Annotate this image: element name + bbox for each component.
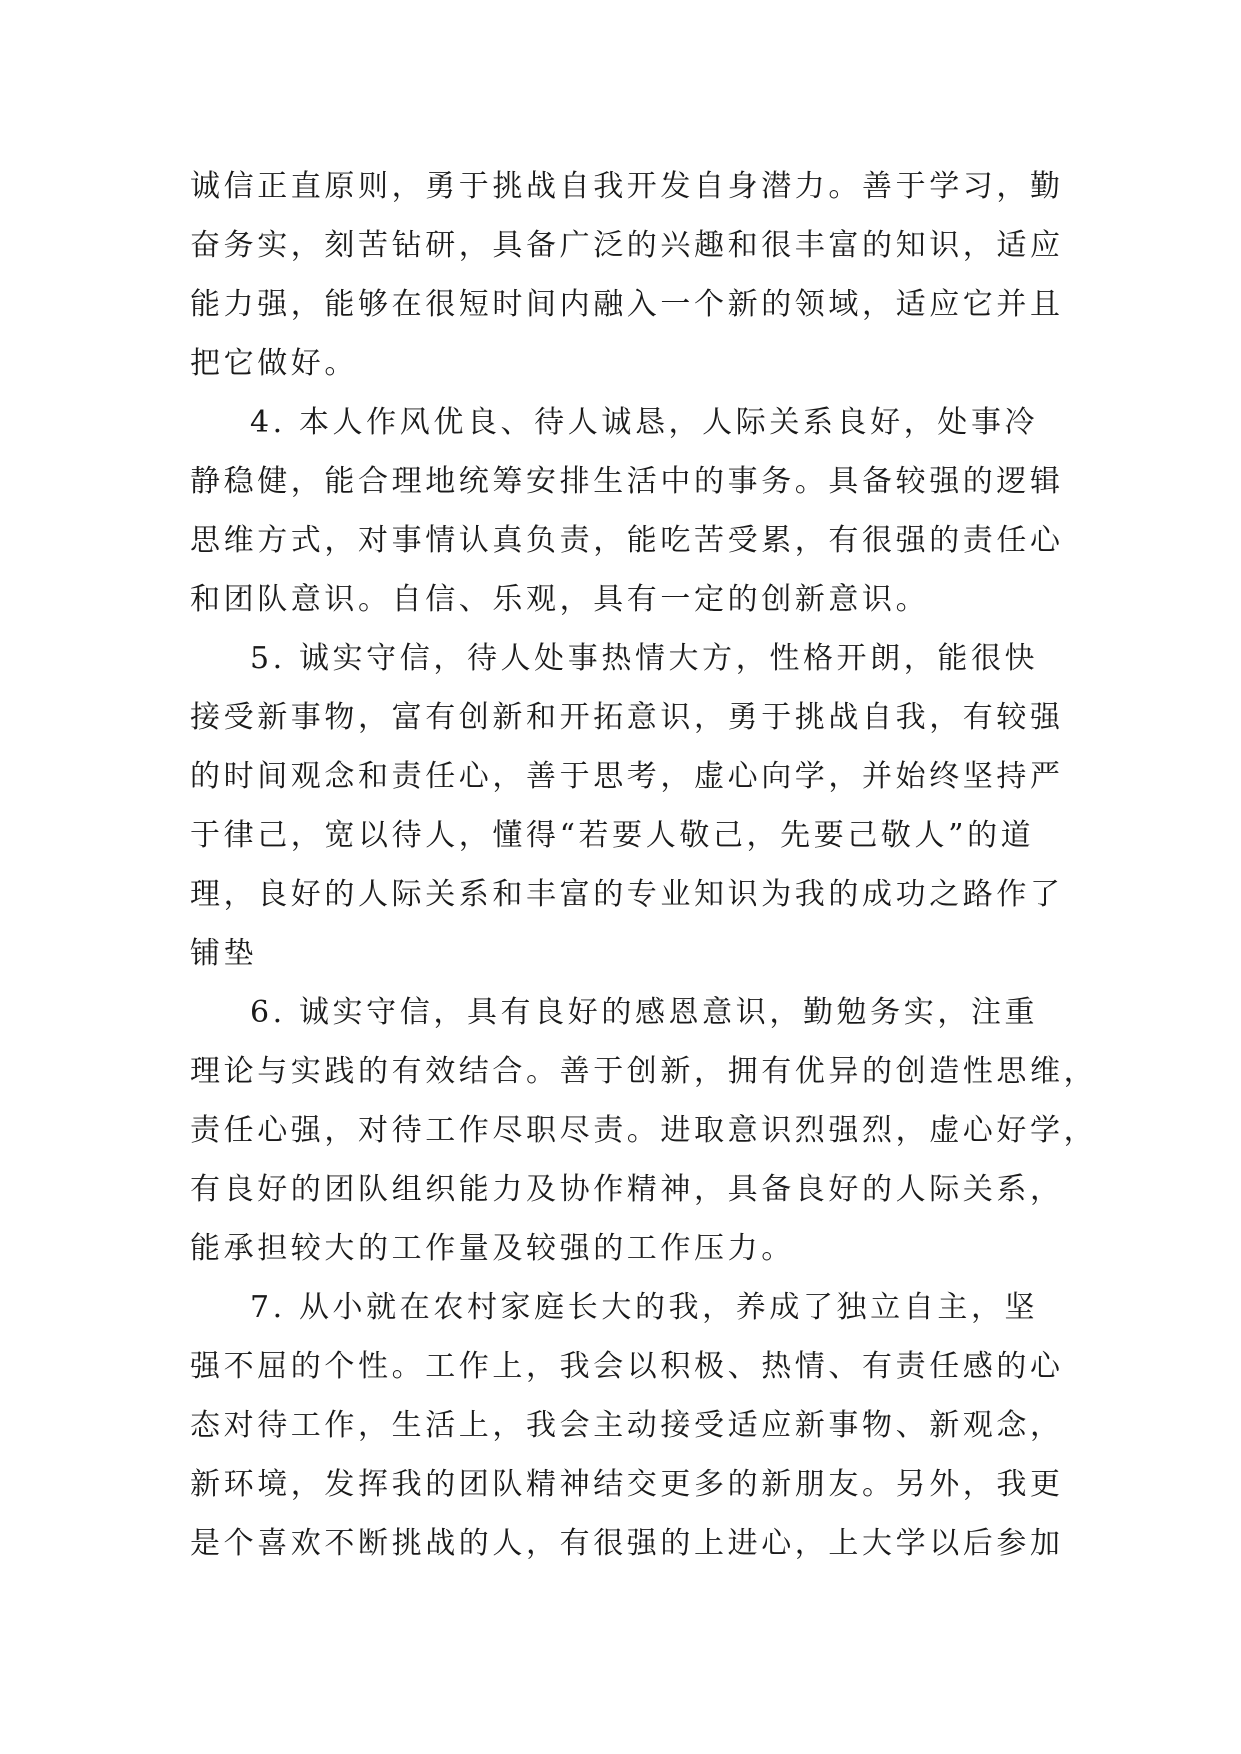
text-line: 强不屈的个性。工作上，我会以积极、热情、有责任感的心 xyxy=(190,1349,1064,1384)
text-line: 有良好的团队组织能力及协作精神，具备良好的人际关系， xyxy=(190,1172,1064,1207)
paragraph-5 xyxy=(190,629,1064,983)
text-line: 6. 诚实守信，具有良好的感恩意识，勤勉务实，注重 xyxy=(250,995,1039,1030)
text-line: 把它做好。 xyxy=(190,346,358,381)
text-line: 接受新事物，富有创新和开拓意识，勇于挑战自我，有较强 xyxy=(190,700,1064,735)
paragraph-6 xyxy=(190,983,1098,1278)
text-line: 能力强，能够在很短时间内融入一个新的领域，适应它并且 xyxy=(190,287,1064,322)
text-line: 5. 诚实守信，待人处事热情大方，性格开朗，能很快 xyxy=(250,641,1039,676)
text-line: 思维方式，对事情认真负责，能吃苦受累，有很强的责任心 xyxy=(190,523,1064,558)
text-line: 静稳健，能合理地统筹安排生活中的事务。具备较强的逻辑 xyxy=(190,464,1064,499)
document-body xyxy=(190,157,1098,1573)
text-line: 于律己，宽以待人，懂得“若要人敬己，先要己敬人”的道 xyxy=(190,818,1035,853)
text-line: 铺垫 xyxy=(190,936,258,971)
text-line: 责任心强，对待工作尽职尽责。进取意识烈强烈，虚心好学， xyxy=(190,1113,1098,1148)
text-line: 能承担较大的工作量及较强的工作压力。 xyxy=(190,1231,795,1266)
text-line: 奋务实，刻苦钻研，具备广泛的兴趣和很丰富的知识，适应 xyxy=(190,228,1064,263)
paragraph-3-continued xyxy=(190,157,1064,393)
text-line: 是个喜欢不断挑战的人，有很强的上进心，上大学以后参加 xyxy=(190,1526,1064,1561)
text-line: 7. 从小就在农村家庭长大的我，养成了独立自主，坚 xyxy=(250,1290,1039,1325)
text-line: 态对待工作，生活上，我会主动接受适应新事物、新观念， xyxy=(190,1408,1064,1443)
text-line: 4. 本人作风优良、待人诚恳，人际关系良好，处事冷 xyxy=(250,405,1039,440)
text-line: 诚信正直原则，勇于挑战自我开发自身潜力。善于学习，勤 xyxy=(190,169,1064,204)
text-line: 和团队意识。自信、乐观，具有一定的创新意识。 xyxy=(190,582,930,617)
paragraph-7 xyxy=(190,1278,1064,1573)
paragraph-4 xyxy=(190,393,1064,629)
text-line: 新环境，发挥我的团队精神结交更多的新朋友。另外，我更 xyxy=(190,1467,1064,1502)
text-line: 理，良好的人际关系和丰富的专业知识为我的成功之路作了 xyxy=(190,877,1064,912)
text-line: 的时间观念和责任心，善于思考，虚心向学，并始终坚持严 xyxy=(190,759,1064,794)
text-line: 理论与实践的有效结合。善于创新，拥有优异的创造性思维， xyxy=(190,1054,1098,1089)
